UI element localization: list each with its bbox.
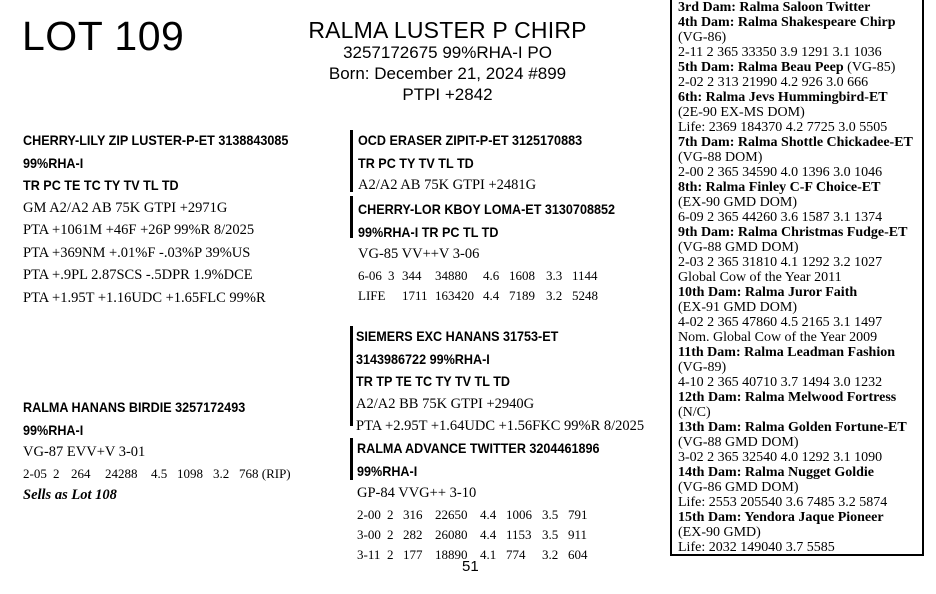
maternal-granddam-block	[357, 437, 626, 565]
paternal-grandsire-genomic: A2/A2 AB 75K GTPI +2481G	[358, 177, 537, 193]
record-cell: 3.2	[546, 287, 563, 303]
dam-detail: 2-03 2 365 31810 4.1 1292 3.2 1027	[678, 255, 883, 270]
record-cell: 3-00	[357, 526, 381, 542]
record-cell: 2	[387, 546, 394, 562]
dam-detail: Life: 2032 149040 3.7 5585	[678, 540, 835, 555]
dam-title: 15th Dam: Yendora Jaque Pioneer	[678, 510, 884, 525]
record-cell: 22650	[435, 506, 468, 522]
dam-detail: Global Cow of the Year 2011	[678, 270, 842, 285]
dam-detail: (VG-86 GMD DOM)	[678, 480, 799, 495]
record-cell: 316	[403, 506, 423, 522]
table-row	[357, 505, 588, 525]
record-cell: 1711	[402, 287, 428, 303]
animal-id-line: 3257172675 99%RHA-I PO	[343, 43, 552, 62]
dam-detail: 4-02 2 365 47860 4.5 2165 3.1 1497	[678, 315, 883, 330]
maternal-grandsire-bar	[350, 326, 353, 426]
dam-title: 10th Dam: Ralma Juror Faith	[678, 285, 858, 300]
record-cell: 3.3	[546, 267, 563, 283]
record-cell: 4.5	[151, 465, 168, 481]
paternal-grandsire-name: OCD ERASER ZIPIT-P-ET 3125170883	[358, 132, 583, 148]
maternal-granddam-record-table	[357, 505, 588, 565]
record-cell: 3.5	[542, 526, 559, 542]
record-cell: 1006	[506, 506, 532, 522]
dam-title: 12th Dam: Ralma Melwood Fortress	[678, 390, 897, 405]
dam-lineage-box	[670, 0, 924, 556]
record-cell: 18890	[435, 546, 468, 562]
record-cell: 4.4	[483, 287, 500, 303]
record-cell: 2-00	[357, 506, 381, 522]
record-cell: 1153	[506, 526, 532, 542]
maternal-granddam-bar	[350, 438, 353, 480]
maternal-granddam-rha: 99%RHA-I	[357, 462, 418, 479]
record-cell: 774	[506, 546, 526, 562]
sire-traits: TR PC TE TC TY TV TL TD	[23, 177, 179, 193]
lot-title: LOT 109	[22, 13, 185, 59]
record-cell: 1144	[572, 267, 598, 283]
paternal-granddam-record-table	[358, 266, 598, 306]
dam-detail: (VG-88 GMD DOM)	[678, 240, 799, 255]
maternal-granddam-classification: GP-84 VVG++ 3-10	[357, 485, 477, 501]
dam-detail: (2E-90 EX-MS DOM)	[678, 105, 805, 120]
dam-detail: (VG-88 DOM)	[678, 150, 763, 165]
table-row	[358, 286, 598, 306]
dam-detail: 2-02 2 313 21990 4.2 926 3.0 666	[678, 75, 869, 90]
dam-title: 4th Dam: Ralma Shakespeare Chirp	[678, 15, 896, 30]
record-cell: 768 (RIP)	[239, 465, 291, 481]
dam-rha: 99%RHA-I	[23, 421, 84, 438]
record-cell: 1098	[177, 465, 203, 481]
record-cell: 2	[387, 506, 394, 522]
dam-detail: 6-09 2 365 44260 3.6 1587 3.1 1374	[678, 210, 883, 225]
table-row	[23, 464, 291, 484]
record-cell: 4.4	[480, 526, 497, 542]
sire-pta-line: PTA +1061M +46F +26P 99%R 8/2025	[23, 222, 255, 238]
record-cell: 7189	[509, 287, 535, 303]
sire-genomic-line: GM A2/A2 AB 75K GTPI +2971G	[23, 199, 228, 216]
dam-detail: (VG-86)	[678, 30, 727, 45]
dam-title: 13th Dam: Ralma Golden Fortune-ET	[678, 420, 907, 435]
sire-name: CHERRY-LILY ZIP LUSTER-P-ET 3138843085	[23, 132, 289, 148]
dam-detail: 2-11 2 365 33350 3.9 1291 3.1 1036	[678, 45, 882, 60]
dam-block	[23, 396, 291, 506]
maternal-granddam-name: RALMA ADVANCE TWITTER 3204461896	[357, 440, 600, 456]
record-cell: 3-11	[357, 546, 381, 562]
sire-pta-line: PTA +.9PL 2.87SCS -.5DPR 1.9%DCE	[23, 267, 253, 283]
paternal-granddam-classification: VG-85 VV++V 3-06	[358, 246, 480, 262]
dam-detail: (VG-88 GMD DOM)	[678, 435, 799, 450]
maternal-grandsire-name: SIEMERS EXC HANANS 31753-ET	[356, 328, 559, 344]
maternal-grandsire-genomic: A2/A2 BB 75K GTPI +2940G	[356, 395, 535, 412]
dam-detail: Life: 2369 184370 4.2 7725 3.0 5505	[678, 120, 888, 135]
sire-pta-line: PTA +369NM +.01%F -.03%P 39%US	[23, 244, 251, 261]
dam-title: 8th: Ralma Finley C-F Choice-ET	[678, 180, 881, 195]
record-cell: 2	[387, 526, 394, 542]
record-cell: 3	[388, 267, 395, 283]
dam-detail: (EX-90 GMD DOM)	[678, 195, 797, 210]
dam-classification: VG-87 EVV+V 3-01	[23, 444, 146, 460]
maternal-grandsire-block	[356, 325, 644, 438]
dam-title: 7th Dam: Ralma Shottle Chickadee-ET	[678, 135, 913, 150]
record-cell	[388, 286, 402, 306]
record-cell: 911	[568, 526, 588, 542]
paternal-granddam-bar	[350, 196, 353, 238]
animal-name: RALMA LUSTER P CHIRP	[308, 17, 587, 43]
dam-title: 6th: Ralma Jevs Hummingbird-ET	[678, 90, 888, 105]
paternal-grandsire-traits: TR PC TY TV TL TD	[358, 154, 474, 171]
dam-title: 14th Dam: Ralma Nugget Goldie	[678, 465, 874, 480]
paternal-granddam-block	[358, 198, 644, 306]
record-cell: 791	[568, 506, 588, 522]
record-cell: 264	[71, 465, 91, 481]
paternal-granddam-name: CHERRY-LOR KBOY LOMA-ET 3130708852	[358, 201, 615, 217]
record-cell: 4.1	[480, 546, 497, 562]
record-cell: 282	[403, 526, 423, 542]
dam-detail: (EX-90 GMD)	[678, 525, 761, 540]
dam-detail: (N/C)	[678, 405, 711, 420]
record-cell: 2-05	[23, 465, 47, 481]
birth-date-line: Born: December 21, 2024 #899	[328, 64, 567, 83]
maternal-grandsire-pta: PTA +2.95T +1.64UDC +1.56FKC 99%R 8/2025	[356, 418, 645, 434]
record-cell: 4.4	[480, 506, 497, 522]
record-cell: 2	[53, 465, 60, 481]
record-cell: 4.6	[483, 267, 500, 283]
dam-title: 3rd Dam: Ralma Saloon Twitter	[678, 0, 871, 15]
record-cell: 177	[403, 546, 423, 562]
sire-rha: 99%RHA-I	[23, 154, 84, 171]
table-row	[358, 266, 598, 286]
dam-title-suffix: (VG-85)	[843, 60, 896, 75]
record-cell: 34880	[435, 267, 468, 283]
dam-detail: Life: 2553 205540 3.6 7485 3.2 5874	[678, 495, 888, 510]
dam-detail: Nom. Global Cow of the Year 2009	[678, 330, 878, 345]
page-number: 51	[462, 558, 479, 575]
record-cell: 5248	[572, 287, 598, 303]
paternal-grandsire-bar	[350, 130, 353, 192]
record-cell: 3.5	[542, 506, 559, 522]
sire-pta-line: PTA +1.95T +1.16UDC +1.65FLC 99%R	[23, 289, 266, 306]
sire-block	[23, 129, 318, 309]
paternal-granddam-rha-traits: 99%RHA-I TR PC TL TD	[358, 223, 499, 240]
record-cell: 3.2	[542, 546, 559, 562]
maternal-grandsire-id: 3143986722 99%RHA-I	[356, 350, 490, 367]
dam-detail: 4-10 2 365 40710 3.7 1494 3.0 1232	[678, 375, 883, 390]
record-cell: 6-06	[358, 267, 382, 283]
dam-detail: 2-00 2 365 34590 4.0 1396 3.0 1046	[678, 165, 883, 180]
dam-name: RALMA HANANS BIRDIE 3257172493	[23, 399, 246, 415]
dam-record-table	[23, 464, 291, 484]
record-cell: 3.2	[213, 465, 230, 481]
table-row	[357, 525, 588, 545]
record-cell: LIFE	[358, 287, 386, 303]
dam-detail: (VG-89)	[678, 360, 727, 375]
maternal-grandsire-traits: TR TP TE TC TY TV TL TD	[356, 373, 511, 389]
record-cell: 163420	[435, 287, 474, 303]
dam-title: 9th Dam: Ralma Christmas Fudge-ET	[678, 225, 908, 240]
dam-detail: (EX-91 GMD DOM)	[678, 300, 797, 315]
dam-title: 11th Dam: Ralma Leadman Fashion	[678, 345, 896, 360]
record-cell: 24288	[105, 465, 138, 481]
sells-as-note: Sells as Lot 108	[23, 486, 117, 503]
ptpi-line: PTPI +2842	[402, 85, 493, 104]
paternal-grandsire-block	[358, 129, 607, 197]
dam-title: 5th Dam: Ralma Beau Peep	[678, 60, 844, 75]
animal-header	[290, 18, 605, 105]
record-cell: 26080	[435, 526, 468, 542]
record-cell: 1608	[509, 267, 535, 283]
record-cell: 344	[402, 267, 422, 283]
record-cell: 604	[568, 546, 588, 562]
dam-detail: 3-02 2 365 32540 4.0 1292 3.1 1090	[678, 450, 883, 465]
